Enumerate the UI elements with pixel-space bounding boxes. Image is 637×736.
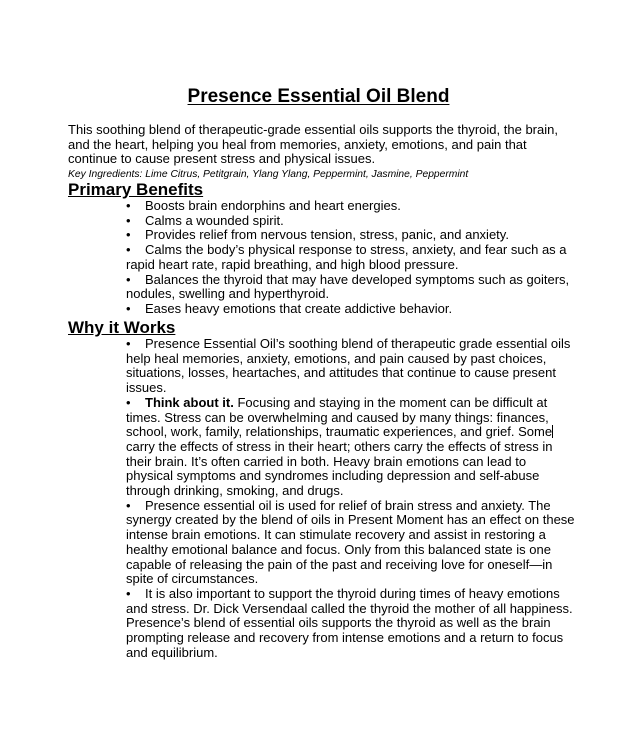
list-item: [126, 273, 576, 302]
list-item: [126, 302, 576, 317]
document-title: Presence Essential Oil Blend: [187, 86, 450, 107]
intro-paragraph: This soothing blend of therapeutic-grade essential oils supports the thyroid, the brain, and the heart, helping you heal from memories, anxiety, emotions, and pain that continue to cause present stress and physical issues.: [68, 122, 558, 167]
benefit-text: Calms the body’s physical response to stress, anxiety, and fear such as a rapid heart rate, rapid breathing, and high blood pressure.: [126, 242, 567, 272]
bullet-icon: •: [126, 585, 131, 601]
works-text: Presence essential oil is used for relief of brain stress and anxiety. The synergy created by the blend of oils in Present Moment has an effect on these intense brain emotions. It can stimulate recovery and assist in restoring a healthy emotional balance and focus. Only from this balanced state is one capable of releasing the pain of the past and receiving love for oneself—in spite of circumstances.: [126, 497, 575, 587]
list-item: [126, 396, 576, 499]
bullet-icon: •: [126, 394, 131, 410]
bullet-icon: •: [126, 198, 131, 213]
list-item: [126, 243, 576, 272]
bullet-icon: •: [126, 227, 131, 243]
works-text: Focusing and staying in the moment can be difficult at times. Stress can be overwhelming and caused by many things: finances, school, work, family, relationships, traumatic experiences, and grief. Some: [126, 394, 553, 440]
list-item: [126, 214, 576, 229]
bullet-icon: •: [126, 300, 131, 316]
bullet-icon: •: [126, 271, 131, 287]
works-bold-lead: Think about it.: [145, 394, 234, 410]
benefit-text: Calms a wounded spirit.: [145, 212, 284, 228]
bullet-icon: •: [126, 497, 131, 513]
works-text: Presence Essential Oil’s soothing blend of therapeutic grade essential oils help heal memories, anxiety, emotions, and pain caused by past choices, situations, losses, heartaches, and attitudes that continue to cause present issues.: [126, 336, 571, 396]
bullet-icon: •: [126, 242, 131, 258]
why-it-works-list: [126, 337, 576, 660]
works-text: It is also important to support the thyroid during times of heavy emotions and stress. Dr. Dick Versendaal called the thyroid the mother of all happiness. Presence’s blend of essential oils supports the thyroid as well as the brain prompting release and recovery from intense emotions and a return to focus and equilibrium.: [126, 585, 573, 660]
list-item: [126, 499, 576, 587]
primary-benefits-heading: Primary Benefits: [68, 180, 204, 199]
benefit-text: Provides relief from nervous tension, stress, panic, and anxiety.: [145, 227, 509, 243]
bullet-icon: •: [126, 212, 131, 228]
why-it-works-heading: Why it Works: [68, 318, 176, 337]
list-item: [126, 228, 576, 243]
benefit-text: Balances the thyroid that may have developed symptoms such as goiters, nodules, swelling and hyperthyroid.: [126, 271, 570, 302]
key-ingredients: Key Ingredients: Lime Citrus, Petitgrain, Ylang Ylang, Peppermint, Jasmine, Peppermint: [68, 169, 469, 180]
benefit-text: Eases heavy emotions that create addictive behavior.: [145, 300, 453, 316]
text-cursor: [552, 425, 553, 438]
benefit-text: Boosts brain endorphins and heart energies.: [145, 198, 401, 213]
list-item: [126, 337, 576, 396]
list-item: [126, 587, 576, 661]
bullet-icon: •: [126, 336, 131, 351]
primary-benefits-list: [126, 199, 576, 317]
list-item: [126, 199, 576, 214]
works-text-continued: carry the effects of stress in their heart; others carry the effects of stress in their brain. It’s often carried in both. Heavy brain emotions can lead to physical symptoms and syndromes including depression and self-abuse through drinking, smoking, and drugs.: [126, 438, 553, 499]
